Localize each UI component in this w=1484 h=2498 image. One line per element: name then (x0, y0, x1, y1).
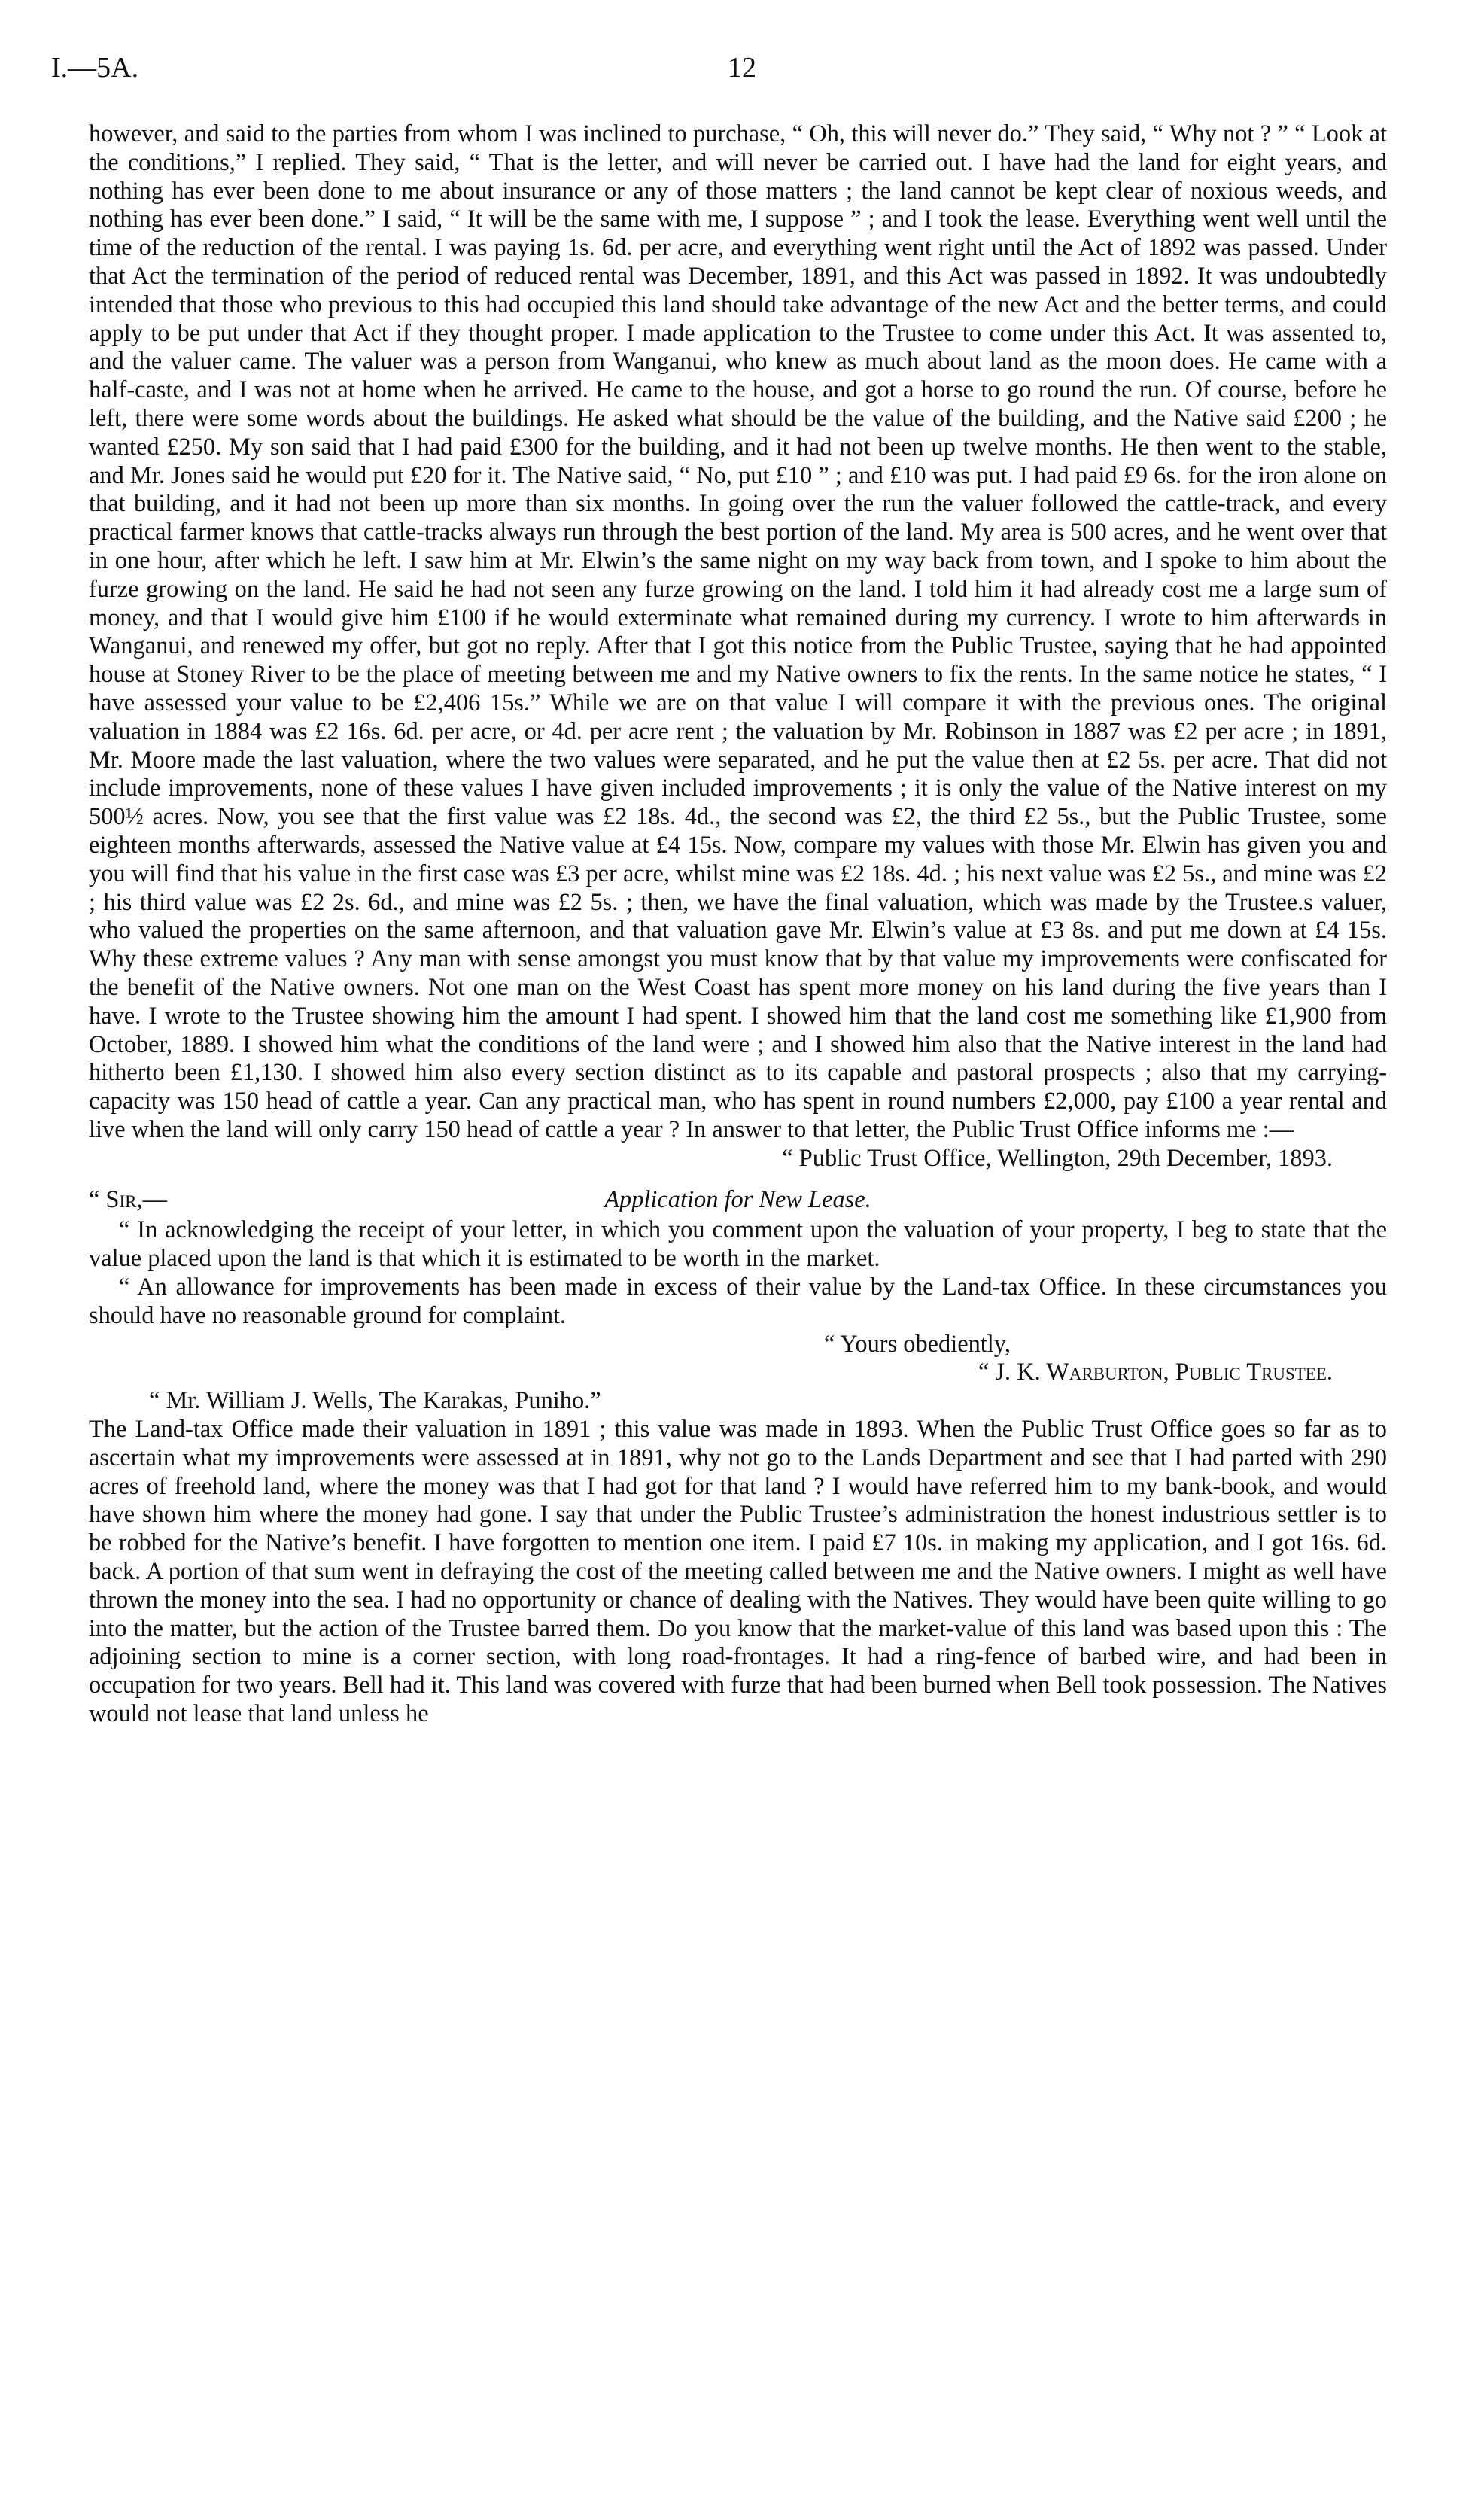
paragraph-testimony: however, and said to the parties from whom I was inclined to purchase, “ Oh, this will never do.” They said, “ Why not ? ” “ Look at the conditions,” I replied. They said, “ That is the letter, and will never be carried out. I have had the land for eight years, and nothing has ever been done to me about insurance or any of those matters ; the land cannot be kept clear of noxious weeds, and nothing has ever been done.” I said, “ It will be the same with me, I suppose ” ; and I took the lease. Everything went well until the time of the reduction of the rental. I was paying 1s. 6d. per acre, and everything went right until the Act of 1892 was passed. Under that Act the termination of the period of reduced rental was December, 1891, and this Act was passed in 1892. It was undoubtedly intended that those who previous to this had occupied this land should take advantage of the new Act and the better terms, and could apply to be put under that Act if they thought proper. I made application to the Trustee to come under this Act. It was assented to, and the valuer came. The valuer was a person from Wanganui, who knew as much about land as the moon does. He came with a half-caste, and I was not at home when he arrived. He came to the house, and got a horse to go round the run. Of course, before he left, there were some words about the buildings. He asked what should be the value of the building, and the Native said £200 ; he wanted £250. My son said that I had paid £300 for the building, and it had not been up twelve months. He then went to the stable, and Mr. Jones said he would put £20 for it. The Native said, “ No, put £10 ” ; and £10 was put. I had paid £9 6s. for the iron alone on that building, and it had not been up more than six months. In going over the run the valuer followed the cattle-track, and every practical farmer knows that cattle-tracks always run through the best portion of the land. My area is 500 acres, and he went over that in one hour, after which he left. I saw him at Mr. Elwin’s the same night on my way back from town, and I spoke to him about the furze growing on the land. He said he had not seen any furze growing on the land. I told him it had already cost me a large sum of money, and that I would give him £100 if he would exterminate what remained during my currency. I wrote to him afterwards in Wanganui, and renewed my offer, but got no reply. After that I got this notice from the Public Trustee, saying that he had appointed house at Stoney River to be the place of meeting between me and my Native owners to fix the rents. In the same notice he states, “ I have assessed your value to be £2,406 15s.” While we are on that value I will compare it with the previous ones. The original valuation in 1884 was £2 16s. 6d. per acre, or 4d. per acre rent ; the valuation by Mr. Robinson in 1887 was £2 per acre ; in 1891, Mr. Moore made the last valuation, where the two values were separated, and he put the value then at £2 5s. per acre. That did not include improvements, none of these values I have given included improvements ; it is only the value of the Native interest on my 500½ acres. Now, you see that the first value was £2 18s. 4d., the second was £2, the third £2 5s., but the Public Trustee, some eighteen months afterwards, assessed the Native value at £4 15s. Now, compare my values with those Mr. Elwin has given you and you will find that his value in the first case was £3 per acre, whilst mine was £2 18s. 4d. ; his next value was £2 5s., and mine was £2 ; his third value was £2 2s. 6d., and mine was £2 5s. ; then, we have the final valuation, which was made by the Trustee.s valuer, who valued the properties on the same afternoon, and that valuation gave Mr. Elwin’s value at £3 8s. and put me down at £4 15s. Why these extreme values ? Any man with sense amongst you must know that by that value my improvements were confiscated for the benefit of the Native owners. Not one man on the West Coast has spent more money on his land during the five years than I have. I wrote to the Trustee showing him the amount I had spent. I showed him that the land cost me something like £1,900 from October, 1889. I showed him what the conditions of the land were ; and I showed him also that the Native interest in the land had hitherto been £1,130. I showed him also every section distinct as to its capable and pastoral prospects ; also that my carrying-capacity was 150 head of cattle a year. Can any practical man, who has spent in round numbers £2,000, pay £100 a year rental and live when the land will only carry 150 head of cattle a year ? In answer to that letter, the Public Trust Office informs me :— (89, 120, 1387, 1143)
letter-heading (89, 1186, 1387, 1216)
letter-address: “ Mr. William J. Wells, The Karakas, Puniho.” (149, 1387, 601, 1415)
letter-body-paragraph: “ An allowance for improvements has been made in excess of their value by the Land-tax Office. In these circumstances you should have no reasonable ground for complaint. (89, 1273, 1387, 1329)
letter-salutation: “ Sir,— (89, 1186, 167, 1214)
paragraph-continuation: The Land-tax Office made their valuation in 1891 ; this value was made in 1893. When the Public Trust Office goes so far as to ascertain what my improvements were assessed at in 1891, why not go to the Lands Department and see that I had parted with 290 acres of freehold land, where the money was that I had got for that land ? I would have referred him to my bank-book, and would have shown him where the money had gone. I say that under the Public Trustee’s administration the honest industrious settler is to be robbed for the Native’s benefit. I have forgotten to mention one item. I paid £7 10s. in making my application, and I got 16s. 6d. back. A portion of that sum went in defraying the cost of the meeting called between me and the Native owners. I might as well have thrown the money into the sea. I had no opportunity or chance of dealing with the Natives. They would have been quite willing to go into the matter, but the action of the Trustee barred them. Do you know that the market-value of this land was based upon this : The adjoining section to mine is a corner section, with long road-frontages. It had a ring-fence of barbed wire, and had been in occupation for two years. Bell had it. This land was covered with furze that had been burned when Bell took possession. The Natives would not lease that land unless he (89, 1416, 1387, 1728)
letter-closing: “ Yours obediently, (823, 1330, 1011, 1358)
body-text (89, 120, 1387, 1729)
letter-signature: “ J. K. Warburton, Public Trustee. (978, 1359, 1333, 1386)
letter-body-paragraph: “ In acknowledging the receipt of your letter, in which you comment upon the valuation of your property, I beg to state that the value placed upon the land is that which it is estimated to be worth in the market. (89, 1216, 1387, 1273)
document-reference: I.—5A. (51, 52, 139, 84)
page-header (51, 51, 1433, 96)
page-number: 12 (728, 52, 756, 84)
letter-dateline: “ Public Trust Office, Wellington, 29th December, 1893. (782, 1144, 1333, 1172)
letter-subject: Application for New Lease. (604, 1186, 871, 1214)
